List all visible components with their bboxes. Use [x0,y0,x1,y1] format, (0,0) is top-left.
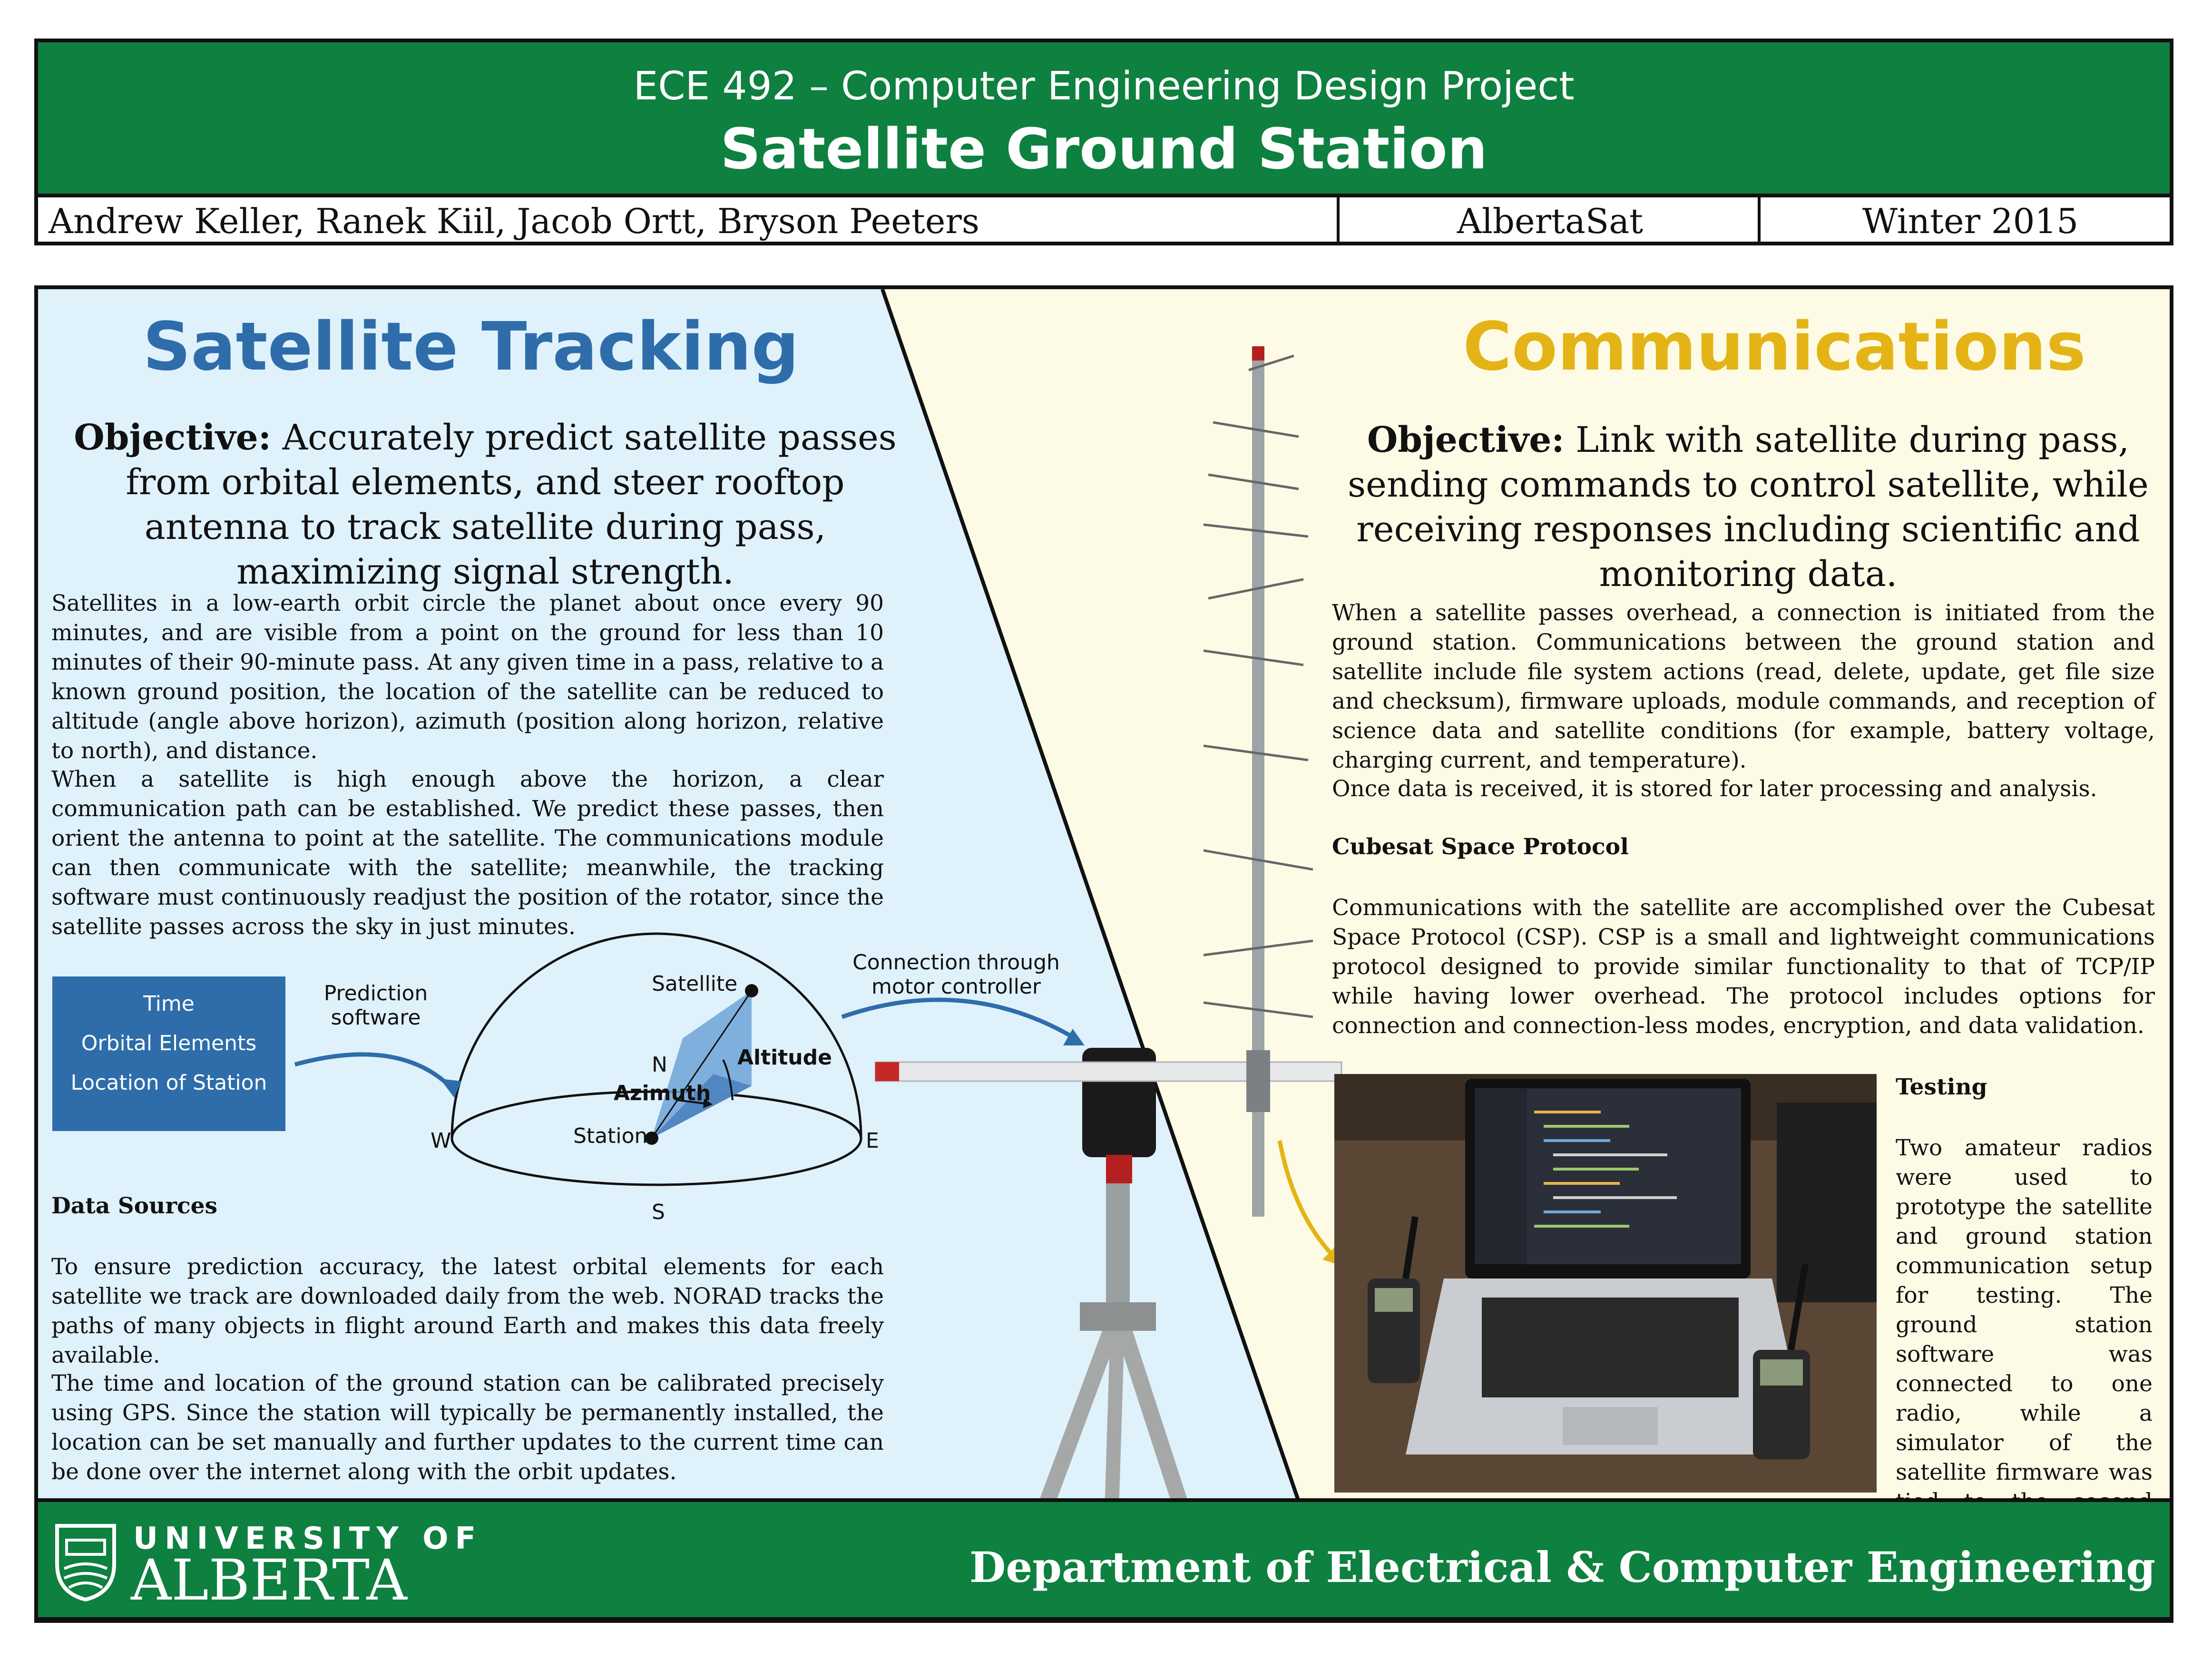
comms-paragraph-3: Communications with the satellite are accomplished over the Cubesat Space Protocol (CSP). CSP is a small and lightweight communications protocol designed to provide similar functionality to that of TCP/IP while having lower overhead. The protocol includes options for connection and connection-less modes, encryption, and data validation. [1332,895,2155,1039]
communications-title: Communications [1463,308,2086,386]
organization: AlbertaSat [1337,197,1761,245]
satellite-label: Satellite [652,972,738,996]
csp-heading: Cubesat Space Protocol [1332,834,1629,860]
tracking-paragraph-4: The time and location of the ground station can be calibrated precisely using GPS. Since the station will typically be permanently installed, the location can be set manually and further updates to the current time can be done over the internet along with the orbit updates. [51,1370,884,1485]
testing-heading: Testing [1896,1074,1987,1100]
prediction-label-line1: Prediction [323,981,428,1005]
connection-label-line1: Connection through [852,950,1060,975]
altitude-label: Altitude [737,1045,832,1070]
east-label: E [866,1129,879,1153]
data-sources-heading: Data Sources [51,1193,217,1219]
university-line2: ALBERTA [131,1547,407,1613]
poster-title: Satellite Ground Station [720,116,1488,182]
input-orbital-elements: Orbital Elements [81,1031,257,1055]
university-line1: UNIVERSITY OF [133,1521,483,1556]
north-label: N [652,1053,667,1077]
tracking-objective [52,415,918,594]
term: Winter 2015 [1758,197,2180,245]
objective-text: Link with satellite during pass, sending commands to control satellite, while receiving responses including scientific and monitoring data. [1348,420,2149,595]
comms-paragraph-2: Once data is received, it is stored for later processing and analysis. [1332,776,2097,802]
objective-text: Accurately predict satellite passes from orbital elements, and steer rooftop antenna to track satellite during pass, maximizing signal strength. [126,417,897,592]
prediction-label [285,981,466,1030]
satellite-tracking-title: Satellite Tracking [143,308,799,386]
objective-label: Objective: [1367,420,1565,460]
communications-objective [1337,418,2160,596]
input-station-location: Location of Station [70,1071,267,1095]
objective-label: Objective: [74,417,272,458]
main-panel [34,285,2173,1623]
input-time: Time [143,992,195,1016]
connection-label-line2: motor controller [871,975,1041,999]
comms-paragraph-1: When a satellite passes overhead, a connection is initiated from the ground station. Communications between the ground station and satellite include file system actions (read, delete, update, get file size and checksum), firmware uploads, module commands, and reception of science data and satellite conditions (for example, battery voltage, charging current, and temperature). [1332,600,2155,773]
department-name: Department of Electrical & Computer Engineering [969,1542,2155,1592]
connection-label [837,950,1075,999]
south-label: S [652,1200,665,1224]
satellite-point [745,984,758,997]
header-banner [38,42,2170,194]
info-row [38,194,2170,245]
testing-paragraph: Two amateur radios were used to prototype the satellite and ground station communication setup for testing. The ground station software was connected to one radio, while a simulator of the satellite firmware was [1896,1135,2153,1485]
azimuth-label: Azimuth [614,1081,711,1105]
testing-photo [1334,1074,1877,1493]
university-crest-icon [52,1521,119,1602]
station-label: Station [573,1124,648,1148]
tracking-paragraph-1: Satellites in a low-earth orbit circle the planet about once every 90 minutes, and are visible from a point on the ground for less than 10 minutes of their 90-minute pass. At any given time in a pass, relative to a known ground position, the location of the satellite can be reduced to altitude (angle above horizon), azimuth (position along horizon, relative to north), and distance. [51,590,884,764]
tracking-paragraph-2: When a satellite is high enough above the horizon, a clear communication path can be established. We predict these passes, then orient the antenna to point at the satellite. The communications module can then communicate with the satellite; meanwhile, the tracking software must continuously readjust the position of the rotator, since the satellite passes across the sky in just minutes. [51,766,884,940]
footer [34,1498,2173,1621]
prediction-label-line2: software [331,1005,421,1030]
header [34,39,2173,245]
course-title: ECE 492 – Computer Engineering Design Project [633,64,1575,109]
west-label: W [431,1129,451,1153]
tracking-paragraph-3: To ensure prediction accuracy, the latest orbital elements for each satellite we track are downloaded daily from the web. NORAD tracks the paths of many objects in flight around Earth and makes this data freely available. [51,1254,884,1368]
authors: Andrew Keller, Ranek Kiil, Jacob Ortt, Bryson Peeters [49,201,979,241]
inputs-box [52,976,285,1131]
